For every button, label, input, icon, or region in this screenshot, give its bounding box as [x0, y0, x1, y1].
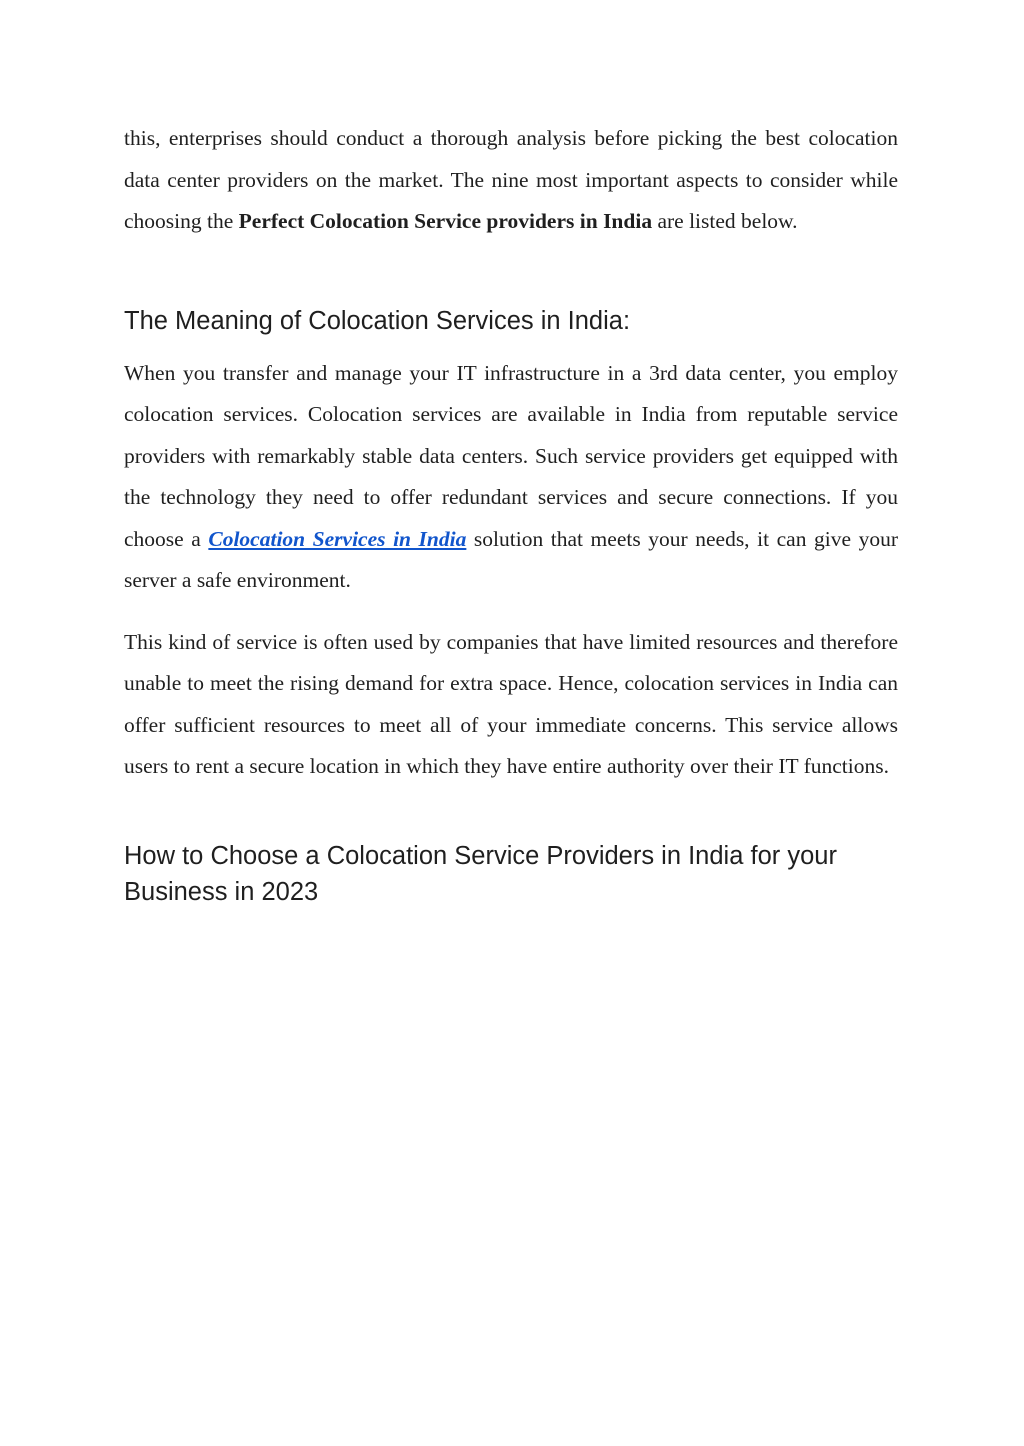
intro-bold-phrase: Perfect Colocation Service providers in India: [238, 209, 653, 233]
intro-paragraph: [124, 118, 898, 243]
intro-text-after: are listed below.: [652, 209, 798, 233]
intro-text-before: this, enterprises should conduct a thorough analysis before picking the best colocation data center providers on the market. The nine most important aspects to consider while choosing the: [124, 126, 898, 233]
section-heading-how-to-choose: How to Choose a Colocation Service Providers in India for your Business in 2023: [124, 841, 837, 906]
document-body: [124, 118, 898, 910]
meaning-p1-text-after: solution that meets your needs, it can give your server a safe environment.: [124, 526, 898, 592]
colocation-services-link[interactable]: Colocation Services in India: [208, 526, 467, 551]
meaning-paragraph-1: [124, 353, 898, 602]
meaning-paragraph-2: This kind of service is often used by companies that have limited resources and therefore unable to meet the rising demand for extra space. Hence, colocation services in India can offer sufficient resources to meet all of your immediate concerns. This service allows users to rent a secure location in which they have entire authority over their IT functions.: [124, 629, 898, 778]
meaning-p1-text-before: When you transfer and manage your IT infrastructure in a 3rd data center, you employ colocation services. Colocation services are available in India from reputable service providers with remarkably stable data centers. Such service providers get equipped with the technology they need to offer redundant services and secure connections. If you choose a: [124, 360, 898, 551]
section-heading-meaning: The Meaning of Colocation Services in India:: [124, 306, 631, 335]
